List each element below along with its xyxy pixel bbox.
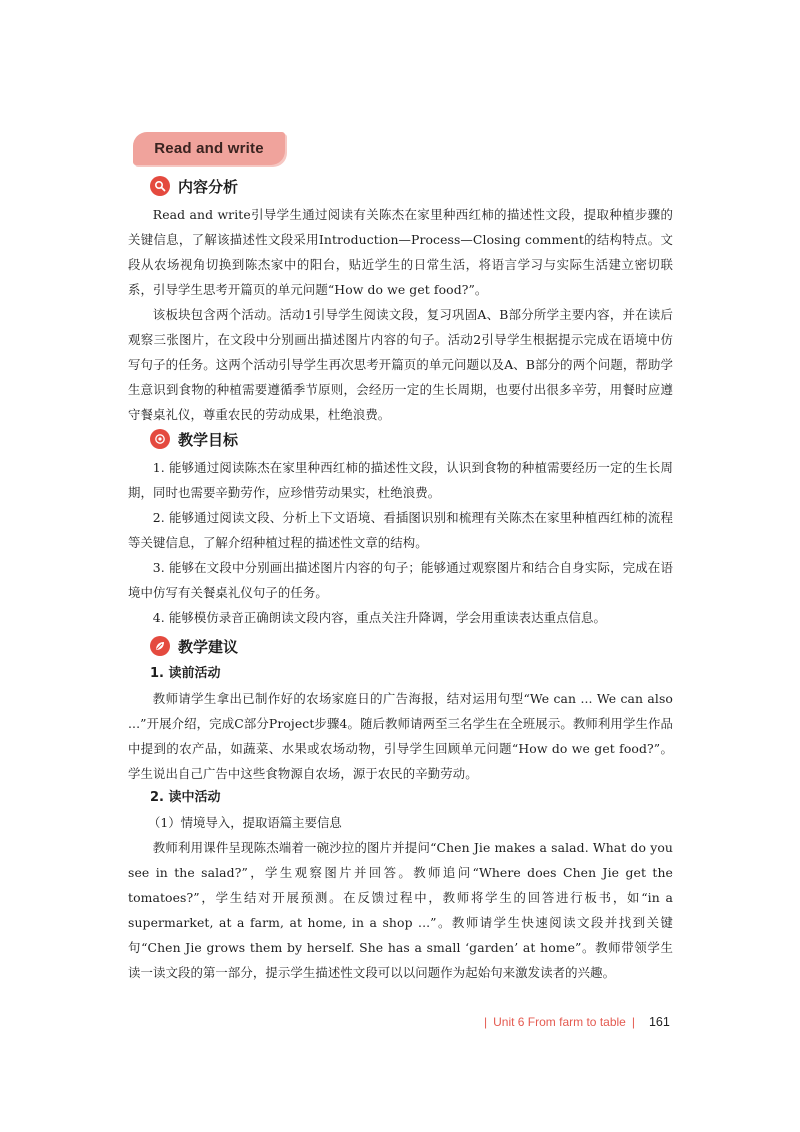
pre-reading-heading: 1. 读前活动 xyxy=(150,666,221,681)
teaching-goal-2: 2. 能够通过阅读文段、分析上下文语境、看插图识别和梳理有关陈杰在家里种植西红柿的流程等关键信息，了解介绍种植过程的描述性文章的结构。 xyxy=(128,510,673,550)
teaching-suggestions-header xyxy=(128,634,673,658)
footer-divider-icon: | xyxy=(484,1015,488,1029)
banner-label: Read and write xyxy=(154,140,264,157)
teaching-goal-4: 4. 能够模仿录音正确朗读文段内容，重点关注升降调，学会用重读表达重点信息。 xyxy=(152,610,607,625)
teaching-goals-header xyxy=(128,427,673,451)
teaching-goals-title: 教学目标 xyxy=(178,430,239,449)
pre-reading-text: 教师请学生拿出已制作好的农场家庭日的广告海报，结对运用句型“We can ... We can also ...”开展介绍，完成C部分Project步骤4。随后教师请两至三名学生在全班展示。教师利用学生作品中提到的农产品，如蔬菜、水果或农场动物，引导学生回顾单元问题“How do we get food?”。学生说出自己广告中这些食物源自农场，源于农民的辛勤劳动。 xyxy=(128,691,673,781)
teaching-suggestions-section xyxy=(128,634,673,985)
content-analysis-paragraph-1: Read and write引导学生通过阅读有关陈杰在家里种西红柿的描述性文段，提取种植步骤的关键信息，了解该描述性文段采用Introduction—Process—Closing comment的结构特点。文段从农场视角切换到陈杰家中的阳台，贴近学生的日常生活，将语言学习与实际生活建立密切联系，引导学生思考开篇页的单元问题“How do we get food?”。 xyxy=(128,207,673,297)
teaching-goal-1: 1. 能够通过阅读陈杰在家里种西红柿的描述性文段，认识到食物的种植需要经历一定的生长周期，同时也需要辛勤劳作，应珍惜劳动果实，杜绝浪费。 xyxy=(128,460,673,500)
footer-unit: Unit 6 From farm to table xyxy=(493,1015,626,1029)
content-analysis-paragraph-2: 该板块包含两个活动。活动1引导学生阅读文段，复习巩固A、B部分所学主要内容，并在读后观察三张图片，在文段中分别画出描述图片内容的句子。活动2引导学生根据提示完成在语境中仿写句子的任务。这两个活动引导学生再次思考开篇页的单元问题以及A、B部分的两个问题，帮助学生意识到食物的种植需要遵循季节原则，会经历一定的生长周期，也要付出很多辛劳，用餐时应遵守餐桌礼仪，尊重农民的劳动成果，杜绝浪费。 xyxy=(128,307,673,422)
leaf-icon xyxy=(150,636,170,656)
teaching-goals-section xyxy=(128,427,673,630)
while-reading-subheading: （1）情境导入，提取语篇主要信息 xyxy=(148,815,342,830)
page-footer xyxy=(478,1015,670,1029)
while-reading-text: 教师利用课件呈现陈杰端着一碗沙拉的图片并提问“Chen Jie makes a salad. What do you see in the salad?”，学生观察图片并回答。教师追问“Where does Chen Jie get the tomatoes?”，学生结对开展预测。在反馈过程中，教师将学生的回答进行板书，如“in a supermarket, at a farm, at home, in a shop ...”。教师请学生快速阅读文段并找到关键句“Chen Jie grows them by herself. She has a small ‘garden’ at home”。教师带领学生读一读文段的第一部分，提示学生描述性文段可以以问题作为起始句来激发读者的兴趣。 xyxy=(128,840,673,980)
section-banner xyxy=(133,132,285,165)
footer-divider-icon: | xyxy=(631,1015,635,1029)
magnifier-icon xyxy=(150,176,170,196)
page-number: 161 xyxy=(648,1015,670,1029)
teaching-goal-3: 3. 能够在文段中分别画出描述图片内容的句子；能够通过观察图片和结合自身实际，完成在语境中仿写有关餐桌礼仪句子的任务。 xyxy=(128,560,673,600)
teaching-suggestions-title: 教学建议 xyxy=(178,637,239,656)
while-reading-heading: 2. 读中活动 xyxy=(150,790,221,805)
content-analysis-header xyxy=(128,174,673,198)
target-icon xyxy=(150,429,170,449)
content-analysis-title: 内容分析 xyxy=(178,177,239,196)
content-analysis-section xyxy=(128,174,673,427)
